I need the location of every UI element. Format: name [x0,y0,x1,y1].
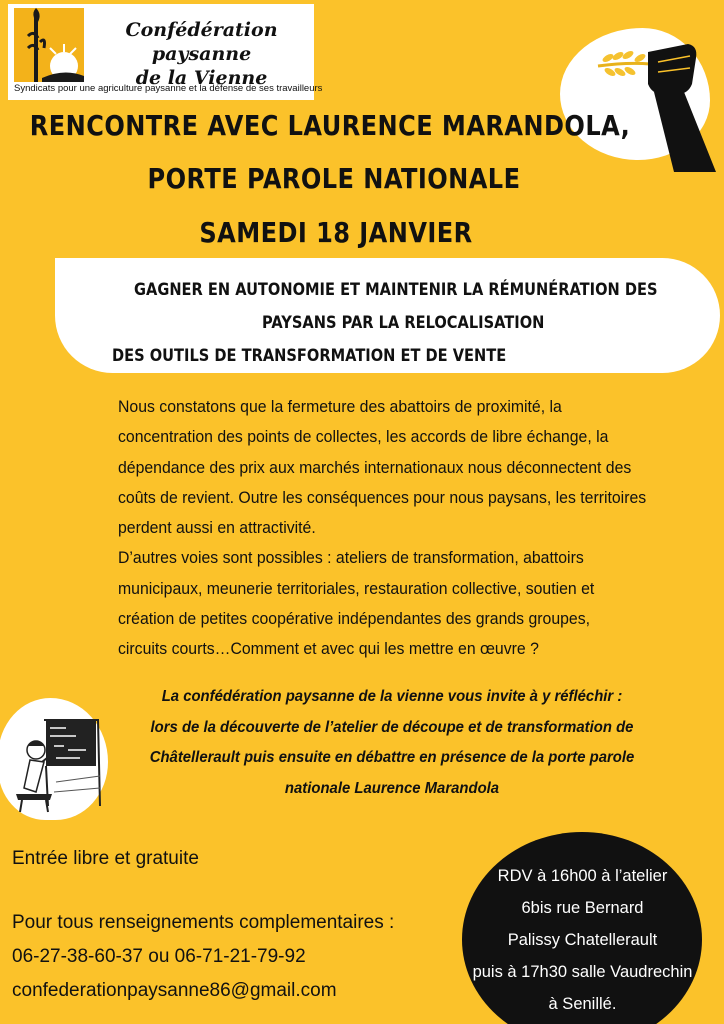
body-line: D’autres voies sont possibles : ateliers de transformation, abattoirs [118,548,584,568]
invite-line: Châtellerault puis ensuite en débattre en présence de la porte parole [149,749,635,766]
headline-line3: SAMEDI 18 JANVIER [199,216,473,249]
contact-info [12,906,394,1008]
invite-line: La confédération paysanne de la vienne vous invite à y réfléchir : [161,688,623,705]
banner-line3: DES OUTILS DE TRANSFORMATION ET DE VENTE [112,346,507,366]
body-line: municipaux, meunerie territoriales, restauration collective, soutien et [118,578,595,598]
rdv-line: 6bis rue Bernard [521,899,644,917]
invite-line: lors de la découverte de l’atelier de découpe et de transformation de [150,718,634,736]
banner-line2: PAYSANS PAR LA RELOCALISATION [262,313,545,333]
logo-sun-wheat-icon [14,8,84,82]
rdv-line: à Senillé. [548,995,617,1013]
logo-title [94,18,309,90]
email-address: confederationpaysanne86@gmail.com [12,980,337,1001]
rdv-line: puis à 17h30 salle Vaudrechin [472,963,693,981]
banner-line1: GAGNER EN AUTONOMIE ET MAINTENIR LA RÉMUNÉRATION DES [134,280,658,300]
rdv-line: Palissy Chatellerault [507,931,658,949]
logo-subtitle: Syndicats pour une agriculture paysanne et la défense de ses travailleurs [14,83,323,94]
raised-fist-wheat-icon [588,22,718,172]
phone-numbers: 06-27-38-60-37 ou 06-71-21-79-92 [12,946,306,967]
invitation-text [112,682,672,804]
body-line: création de petites coopérative indépendantes des grands groupes, [118,609,591,629]
body-line: coûts de revient. Outre les conséquences pour nous paysans, les territoires [118,487,647,507]
body-line: dépendance des prix aux marchés internationaux nous déconnectent des [118,457,632,477]
headline-line1: RENCONTRE AVEC LAURENCE MARANDOLA, [29,109,631,142]
contact-label: Pour tous renseignements complementaires : [12,912,395,933]
logo [8,4,323,100]
entry-info: Entrée libre et gratuite [12,848,199,869]
logo-title-line1: Confédération paysanne [125,19,278,65]
logo-title-line2: de la Vienne [135,67,268,89]
body-line: Nous constatons que la fermeture des abattoirs de proximité, la [118,397,562,416]
rdv-line: RDV à 16h00 à l’atelier [497,867,668,885]
body-line: perdent aussi en attractivité. [118,518,316,538]
invite-line: nationale Laurence Marandola [284,779,500,797]
headline-line2: PORTE PAROLE NATIONALE [147,162,521,195]
child-at-blackboard-illustration [6,706,102,814]
body-line: circuits courts…Comment et avec qui les mettre en œuvre ? [118,639,539,659]
rdv-text [450,860,715,1020]
body-line: concentration des points de collectes, les accords de libre échange, la [118,427,609,447]
body-paragraph [118,392,698,665]
